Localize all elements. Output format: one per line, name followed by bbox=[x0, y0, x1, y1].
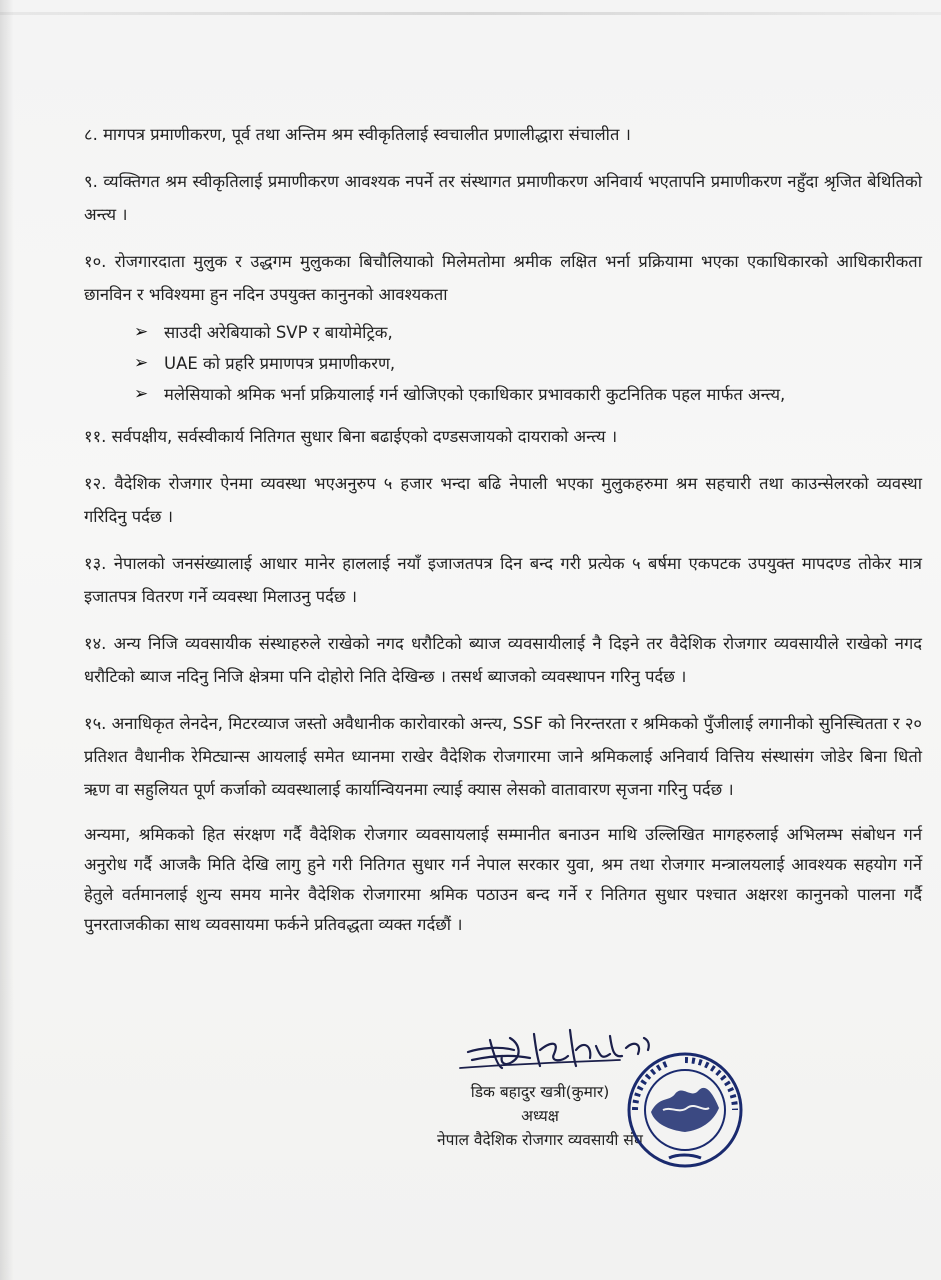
closing-paragraph: अन्यमा, श्रमिकको हित संरक्षण गर्दै वैदेशिक रोजगार व्यवसायलाई सम्मानीत बनाउन माथि उल्लिखित मागहरुलाई अभिलम्भ संबोधन गर्न अनुरोध गर्दै आजकै मिति देखि लागु हुने गरी नितिगत सुधार गर्न नेपाल सरकार युवा, श्रम तथा रोजगार मन्त्रालयलाई आवश्यक सहयोग गर्ने हेतुले वर्तमानलाई शुन्य समय मानेर वैदेशिक रोजगारमा श्रमिक पठाउन बन्द गर्ने र नितिगत सुधार पश्चात अक्षरश कानुनको पालना गर्दै पुनरताजकीका साथ व्यवसायमा फर्कने प्रतिवद्धता व्यक्त गर्दछौं । bbox=[84, 825, 922, 934]
demand-item-10: १०. रोजगारदाता मुलुक र उद्धगम मुलुकका बिचौलियाको मिलेमतोमा श्रमीक लक्षित भर्ना प्रक्रियामा भएका एकाधिकारको आधिकारीकता छानविन र भविश्यमा हुन नदिन उपयुक्त कानुनको आवश्यकता bbox=[84, 252, 922, 304]
letter-body bbox=[84, 118, 922, 954]
bullet-text: साउदी अरेबियाको SVP र बायोमेट्रिक, bbox=[164, 323, 393, 342]
organization-seal-stamp bbox=[625, 1050, 745, 1170]
arrow-bullet-icon: ➢ bbox=[134, 353, 149, 373]
demand-item-8: ८. मागपत्र प्रमाणीकरण, पूर्व तथा अन्तिम श्रम स्वीकृतिलाई स्वचालीत प्रणालीद्धारा संचालीत । bbox=[84, 125, 631, 144]
signer-name: डिक बहादुर खत्री(कुमार) bbox=[470, 1083, 610, 1101]
bullet-item bbox=[134, 348, 922, 379]
bullet-text: मलेसियाको श्रमिक भर्ना प्रक्रियालाई गर्न खोजिएको एकाधिकार प्रभावकारी कुटनितिक पहल मार्फत अन्त्य, bbox=[164, 385, 786, 404]
demand-item-14: १४. अन्य निजि व्यवसायीक संस्थाहरुले राखेको नगद धरौटिको ब्याज व्यवसायीलाई नै दिइने तर वैदेशिक रोजगार व्यवसायीले राखेको नगद धरौटिको ब्याज नदिनु निजि क्षेत्रमा पनि दोहोरो निति देखिन्छ । तसर्थ ब्याजको व्यवस्थापन गरिनु पर्दछ । bbox=[84, 634, 922, 686]
demand-item-9: ९. व्यक्तिगत श्रम स्वीकृतिलाई प्रमाणीकरण आवश्यक नपर्ने तर संस्थागत प्रमाणीकरण अनिवार्य भएतापनि प्रमाणीकरण नहुँदा श्रृजित बेथितिको अन्त्य । bbox=[84, 172, 922, 224]
paper-edge-shadow bbox=[0, 0, 14, 1280]
signer-organization: नेपाल वैदेशिक रोजगार व्यवसायी संघ bbox=[437, 1131, 643, 1149]
bullet-item bbox=[134, 317, 922, 348]
bullet-text: UAE को प्रहरि प्रमाणपत्र प्रमाणीकरण, bbox=[164, 354, 396, 373]
signer-title: अध्यक्ष bbox=[521, 1107, 559, 1125]
paper-fold bbox=[0, 12, 941, 15]
bullet-item bbox=[134, 379, 922, 410]
arrow-bullet-icon: ➢ bbox=[134, 322, 149, 342]
signer-details bbox=[420, 1080, 660, 1152]
demand-item-11: ११. सर्वपक्षीय, सर्वस्वीकार्य नितिगत सुधार बिना बढाईएको दण्डसजायको दायराको अन्त्य । bbox=[84, 427, 618, 446]
demand-10-bullet-list bbox=[134, 317, 922, 410]
demand-item-13: १३. नेपालको जनसंख्यालाई आधार मानेर हाललाई नयाँ इजाजतपत्र दिन बन्द गरी प्रत्येक ५ बर्षमा एकपटक उपयुक्त मापदण्ड तोकेर मात्र इजातपत्र वितरण गर्ने व्यवस्था मिलाउनु पर्दछ । bbox=[84, 554, 922, 606]
arrow-bullet-icon: ➢ bbox=[134, 384, 149, 404]
demand-item-15: १५. अनाधिकृत लेनदेन, मिटरव्याज जस्तो अवैधानीक कारोवारको अन्त्य, SSF को निरन्तरता र श्रमिकको पुँजीलाई लगानीको सुनिस्चितता र २० प्रतिशत वैधानीक रेमिट्यान्स आयलाई समेत ध्यानमा राखेर वैदेशिक रोजगारमा जाने श्रमिकलाई अनिवार्य वित्तिय संस्थासंग जोडेर बिना धितो ऋण वा सहुलियत पूर्ण कर्जाको व्यवस्थालाई कार्यान्वियनमा ल्याई क्यास लेसको वातावारण सृजना गरिनु पर्दछ । bbox=[84, 714, 922, 799]
demand-item-12: १२. वैदेशिक रोजगार ऐनमा व्यवस्था भएअनुरुप ५ हजार भन्दा बढि नेपाली भएका मुलुकहरुमा श्रम सहचारी तथा काउन्सेलरको व्यवस्था गरिदिनु पर्दछ । bbox=[84, 474, 922, 526]
